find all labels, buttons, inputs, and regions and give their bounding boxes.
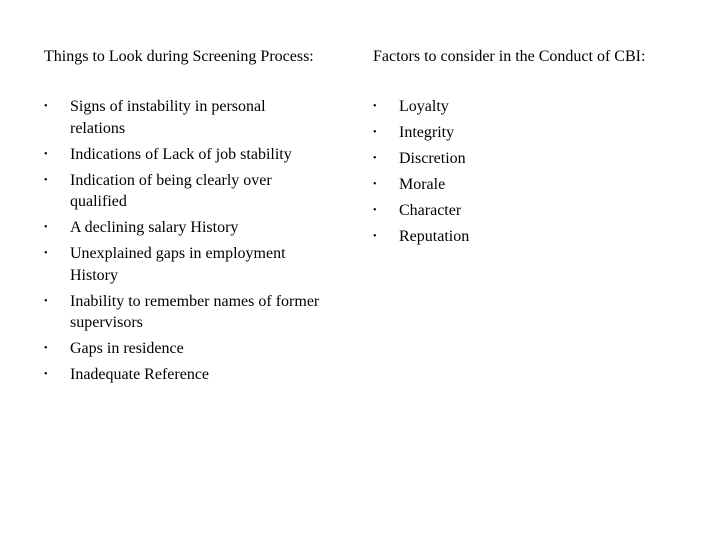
bullet-icon: • [373, 127, 377, 138]
bullet-icon: • [44, 174, 48, 186]
screening-process-column [44, 44, 344, 390]
cbi-factors-list [373, 96, 693, 248]
bullet-icon: • [44, 222, 48, 233]
list-item-text: Indications of Lack of job stability [70, 145, 292, 163]
list-item [373, 174, 693, 196]
list-item-text: Morale [399, 176, 446, 193]
bullet-icon: • [44, 295, 48, 307]
list-item [44, 144, 344, 166]
list-item [373, 122, 693, 144]
bullet-icon: • [44, 101, 48, 112]
bullet-icon: • [44, 343, 48, 354]
list-item-text: Inadequate Reference [70, 366, 210, 383]
list-item [373, 200, 693, 222]
bullet-icon: • [373, 101, 377, 112]
list-item [373, 226, 693, 248]
list-item-text: Loyalty [399, 98, 449, 115]
bullet-icon: • [373, 231, 377, 242]
bullet-icon: • [373, 179, 377, 190]
list-item-text: Signs of instability in personal relations [70, 98, 266, 137]
bullet-icon: • [373, 205, 377, 216]
bullet-icon: • [373, 153, 377, 164]
list-item-text: Character [399, 202, 462, 219]
list-item [44, 217, 344, 239]
screening-process-list [44, 96, 344, 386]
bullet-icon: • [44, 369, 48, 380]
list-item-text: A declining salary History [70, 219, 239, 236]
list-item-text: Gaps in residence [70, 340, 184, 357]
list-item [44, 170, 344, 213]
list-item [373, 96, 693, 118]
list-item-text: Reputation [399, 228, 470, 245]
list-item-text: Unexplained gaps in employment History [70, 245, 286, 284]
cbi-factors-heading: Factors to consider in the Conduct of CBI: [373, 48, 646, 65]
list-item-text: Integrity [399, 124, 455, 141]
screening-process-heading: Things to Look during Screening Process: [44, 48, 314, 65]
list-item [44, 291, 344, 334]
list-item-text: Inability to remember names of former supervisors [70, 292, 320, 331]
list-item [44, 338, 344, 360]
list-item-text: Discretion [399, 150, 466, 167]
list-item [44, 243, 344, 286]
list-item-text: Indication of being clearly over qualified [70, 171, 272, 210]
list-item [44, 96, 344, 139]
list-item [44, 364, 344, 386]
list-item [373, 148, 693, 170]
bullet-icon: • [44, 248, 48, 259]
bullet-icon: • [44, 148, 48, 160]
cbi-factors-column [373, 44, 693, 252]
